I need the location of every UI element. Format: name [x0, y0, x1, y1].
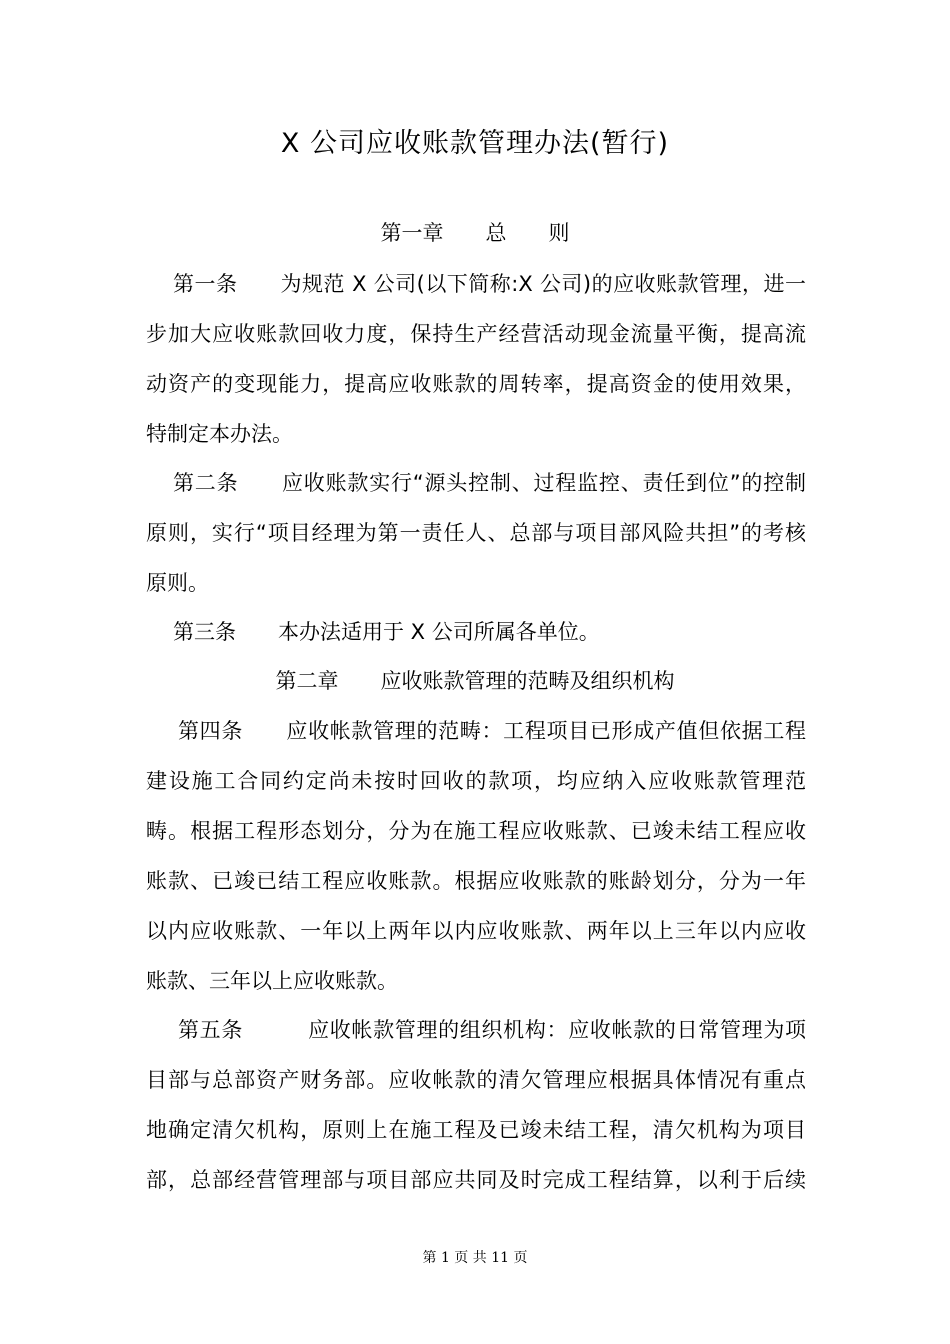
article-5-line: 部，总部经营管理部与项目部应共同及时完成工程结算，以利于后续	[146, 1168, 806, 1192]
article-2-continued	[146, 508, 806, 608]
article-5-line: 第五条 应收帐款管理的组织机构：应收帐款的日常管理为项	[178, 1018, 806, 1042]
chapter-heading-1: 第一章 总 则	[380, 221, 570, 245]
article-4-line: 建设施工合同约定尚未按时回收的款项，均应纳入应收账款管理范	[146, 769, 806, 793]
chapter-heading-2: 第二章 应收账款管理的范畴及组织机构	[275, 669, 675, 693]
article-5-line: 地确定清欠机构，原则上在施工程及已竣未结工程，清欠机构为项目	[146, 1118, 806, 1142]
article-4-line: 账款、三年以上应收账款。	[146, 969, 398, 993]
article-4-line: 畴。根据工程形态划分，分为在施工程应收账款、已竣未结工程应收	[146, 819, 806, 843]
article-1	[146, 259, 806, 309]
article-1-line: 第一条 为规范 X 公司(以下简称:X 公司)的应收账款管理，进一	[173, 272, 806, 296]
article-4-continued	[146, 756, 806, 1006]
article-4	[146, 706, 806, 756]
article-2	[146, 458, 806, 508]
article-2-line: 第二条 应收账款实行“源头控制、过程监控、责任到位”的控制	[173, 471, 806, 495]
article-4-line: 账款、已竣已结工程应收账款。根据应收账款的账龄划分，分为一年	[146, 869, 806, 893]
article-3-line: 第三条 本办法适用于 X 公司所属各单位。	[173, 620, 600, 644]
document-title: X 公司应收账款管理办法(暂行)	[280, 128, 670, 159]
article-5-continued	[146, 1055, 806, 1205]
article-1-continued	[146, 309, 806, 459]
article-4-line: 第四条 应收帐款管理的范畴：工程项目已形成产值但依据工程	[178, 719, 806, 743]
article-1-line: 动资产的变现能力，提高应收账款的周转率，提高资金的使用效果，	[146, 372, 806, 396]
article-2-line: 原则，实行“项目经理为第一责任人、总部与项目部风险共担”的考核	[146, 521, 806, 545]
article-1-line: 特制定本办法。	[146, 422, 293, 446]
article-4-line: 以内应收账款、一年以上两年以内应收账款、两年以上三年以内应收	[146, 919, 806, 943]
article-1-line: 步加大应收账款回收力度，保持生产经营活动现金流量平衡，提高流	[146, 322, 806, 346]
page-number-footer: 第 1 页 共 11 页	[422, 1250, 528, 1266]
article-5-line: 目部与总部资产财务部。应收帐款的清欠管理应根据具体情况有重点	[146, 1068, 806, 1092]
article-3	[146, 607, 806, 657]
article-2-line: 原则。	[146, 571, 209, 595]
article-5	[146, 1005, 806, 1055]
